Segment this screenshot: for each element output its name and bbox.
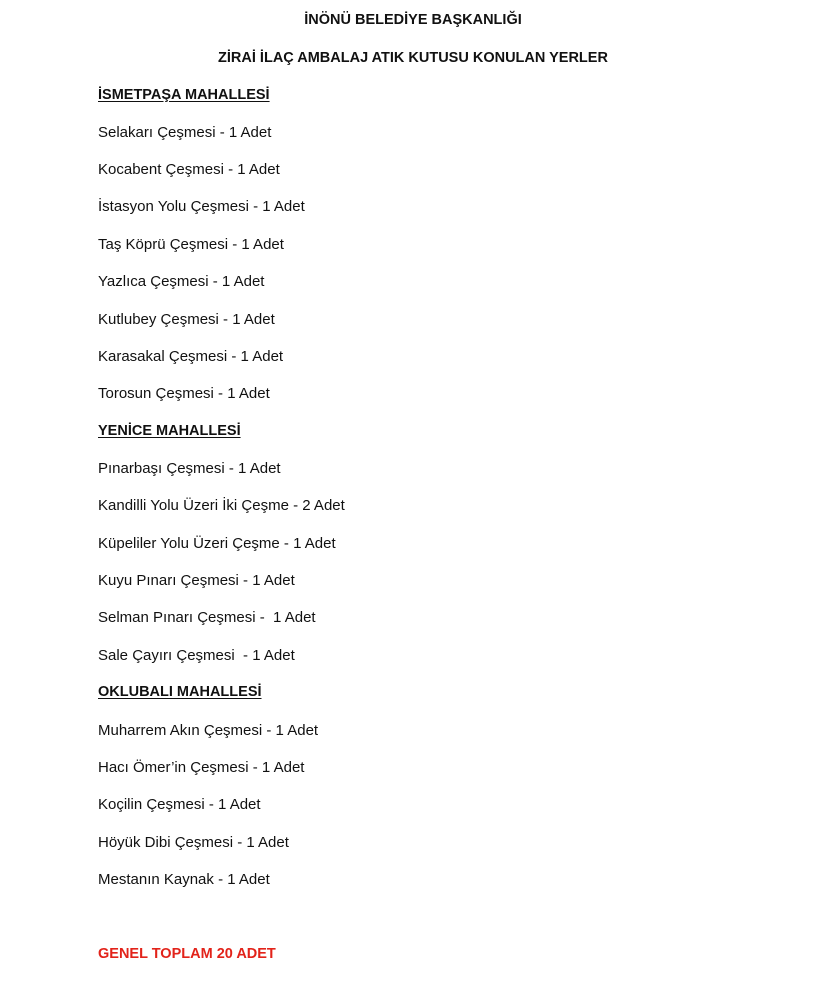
list-item: Höyük Dibi Çeşmesi - 1 Adet bbox=[98, 834, 289, 851]
list-item: Kocabent Çeşmesi - 1 Adet bbox=[98, 161, 280, 178]
section-heading-yenice: YENİCE MAHALLESİ bbox=[98, 423, 241, 439]
list-item: Karasakal Çeşmesi - 1 Adet bbox=[98, 348, 284, 365]
list-item: Kutlubey Çeşmesi - 1 Adet bbox=[98, 311, 275, 328]
list-item: Sale Çayırı Çeşmesi - 1 Adet bbox=[98, 647, 295, 664]
section-heading-oklubali: OKLUBALI MAHALLESİ bbox=[98, 684, 262, 700]
document-subtitle: ZİRAİ İLAÇ AMBALAJ ATIK KUTUSU KONULAN YERLER bbox=[218, 50, 608, 66]
list-item: Selman Pınarı Çeşmesi - 1 Adet bbox=[98, 609, 316, 626]
list-item: Koçilin Çeşmesi - 1 Adet bbox=[98, 796, 261, 813]
list-item: Pınarbaşı Çeşmesi - 1 Adet bbox=[98, 460, 281, 477]
list-item: Muharrem Akın Çeşmesi - 1 Adet bbox=[98, 722, 319, 739]
list-item: İstasyon Yolu Çeşmesi - 1 Adet bbox=[98, 198, 305, 215]
section-heading-ismetpasa: İSMETPAŞA MAHALLESİ bbox=[98, 87, 270, 103]
list-item: Kandilli Yolu Üzeri İki Çeşme - 2 Adet bbox=[98, 497, 345, 514]
grand-total: GENEL TOPLAM 20 ADET bbox=[98, 946, 276, 962]
list-item: Yazlıca Çeşmesi - 1 Adet bbox=[98, 273, 265, 290]
list-item: Selakarı Çeşmesi - 1 Adet bbox=[98, 124, 272, 141]
list-item: Taş Köprü Çeşmesi - 1 Adet bbox=[98, 236, 284, 253]
list-item: Hacı Ömer’in Çeşmesi - 1 Adet bbox=[98, 759, 305, 776]
list-item: Kuyu Pınarı Çeşmesi - 1 Adet bbox=[98, 572, 295, 589]
list-item: Küpeliler Yolu Üzeri Çeşme - 1 Adet bbox=[98, 535, 336, 552]
municipality-title: İNÖNÜ BELEDİYE BAŞKANLIĞI bbox=[304, 12, 522, 28]
list-item: Mestanın Kaynak - 1 Adet bbox=[98, 871, 270, 888]
list-item: Torosun Çeşmesi - 1 Adet bbox=[98, 385, 270, 402]
